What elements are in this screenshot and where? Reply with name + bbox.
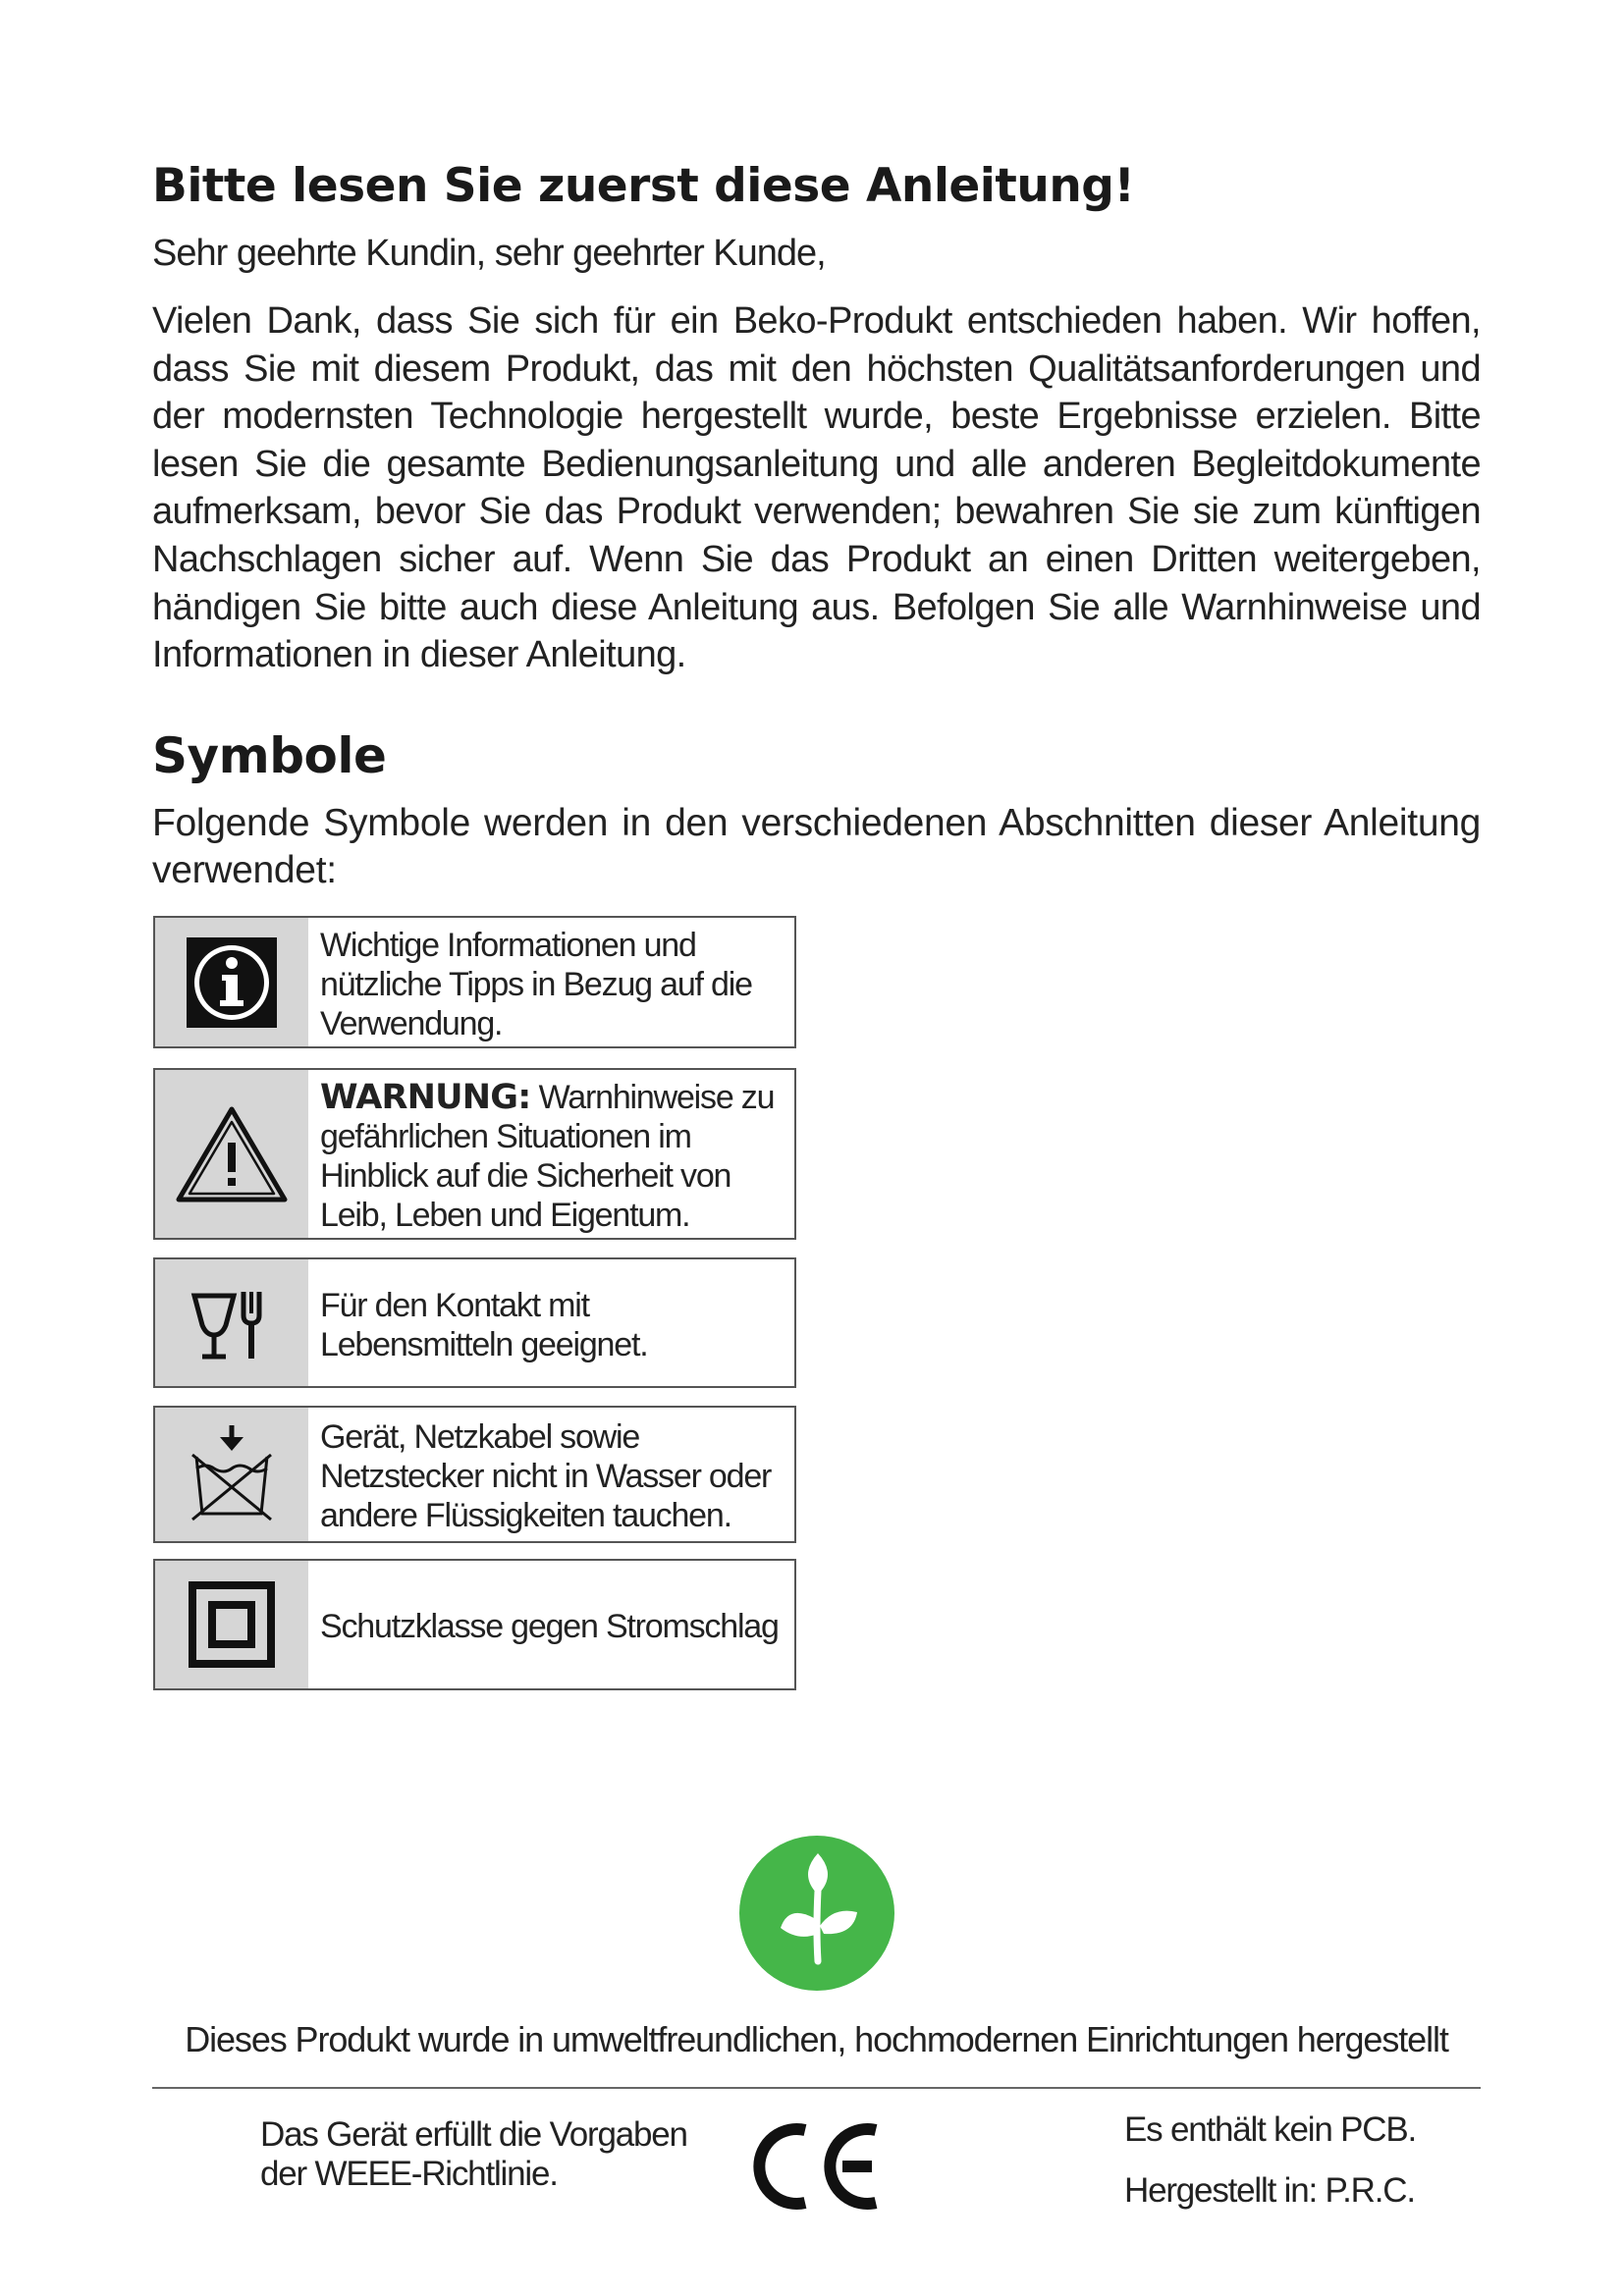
info-icon [155, 918, 308, 1046]
pcb-statement: Es enthält kein PCB. [1124, 2110, 1416, 2149]
symbol-row-info [153, 916, 796, 1048]
greeting: Sehr geehrte Kundin, sehr geehrter Kunde, [152, 233, 826, 274]
weee-statement: Das Gerät erfüllt die Vorgaben der WEEE-Richtlinie. [260, 2115, 687, 2193]
symbol-row-protection [153, 1559, 796, 1690]
intro-paragraph: Vielen Dank, dass Sie sich für ein Beko-Produkt entschieden haben. Wir hoffen, dass Sie mit diesem Produkt, das mit den höchsten Qualitätsanforderungen und der modernsten Technologie hergestellt wurde, beste Ergebnisse erzielen. Bitte lesen Sie die gesamte Bedienungsanleitung und alle anderen Begleitdokumente aufmerksam, bevor Sie das Produkt verwenden; bewahren Sie sie zum künftigen Nachschlagen sicher auf. Wenn Sie das Produkt an einen Dritten weitergeben, händigen Sie bitte auch diese Anleitung aus. Befolgen Sie alle Warnhinweise und Informationen in dieser Anleitung. [152, 300, 1481, 676]
symbols-intro: Folgende Symbole werden in den verschiedenen Abschnitten dieser Anleitung verwendet: [152, 802, 1481, 891]
symbol-text-warning [308, 1070, 794, 1238]
warning-text: Warnhinweise zu gefährlichen Situationen im Hinblick auf die Sicherheit von Leib, Leben und Eigentum. [320, 1078, 775, 1234]
protection-class-icon [155, 1561, 308, 1688]
warning-triangle-icon [155, 1070, 308, 1238]
footer-divider [152, 2087, 1481, 2089]
warning-label: WARNUNG: [320, 1077, 531, 1117]
symbol-row-food [153, 1257, 796, 1388]
symbol-text-info: Wichtige Informationen und nützliche Tipps in Bezug auf die Verwendung. [320, 926, 752, 1042]
ce-mark-icon [748, 2118, 884, 2215]
eco-statement: Dieses Produkt wurde in umweltfreundlichen, hochmodernen Einrichtungen hergestellt [185, 2019, 1448, 2059]
no-immersion-icon [155, 1408, 308, 1541]
symbols-heading: Symbole [152, 727, 387, 784]
symbol-row-warning [153, 1068, 796, 1240]
page-title: Bitte lesen Sie zuerst diese Anleitung! [152, 159, 1135, 213]
symbol-text-protection: Schutzklasse gegen Stromschlag [320, 1608, 779, 1645]
origin-statement: Hergestellt in: P.R.C. [1124, 2171, 1415, 2210]
symbol-row-immersion [153, 1406, 796, 1543]
food-contact-icon [155, 1259, 308, 1386]
symbol-text-food: Für den Kontakt mit Lebensmitteln geeignet. [320, 1286, 648, 1363]
symbol-text-immersion: Gerät, Netzkabel sowie Netzstecker nicht in Wasser oder andere Flüssigkeiten tauchen. [320, 1418, 772, 1534]
eco-leaf-icon [739, 1836, 894, 1991]
